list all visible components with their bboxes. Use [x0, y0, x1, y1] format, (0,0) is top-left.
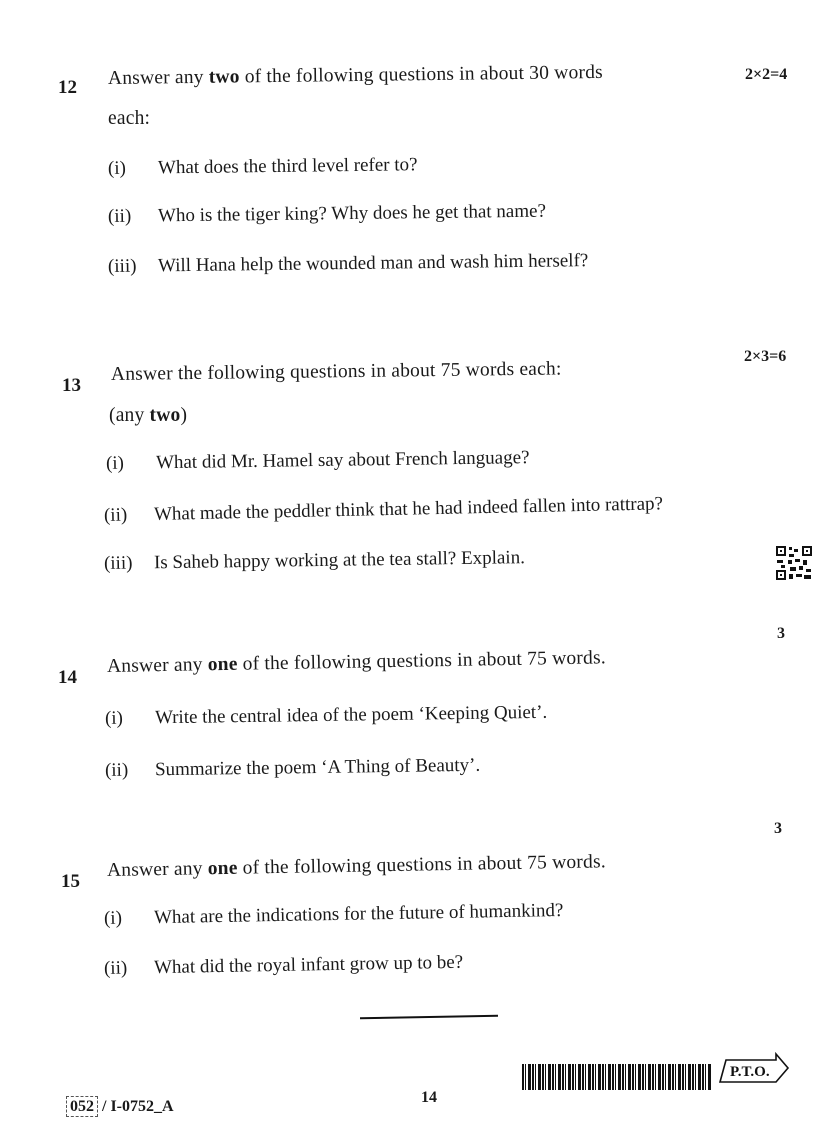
end-divider	[360, 1015, 498, 1019]
sub-question: (i) What are the indications for the future of humankind?	[103, 899, 564, 929]
marks-label: 3	[777, 625, 785, 642]
question-stem-line2: each:	[108, 108, 151, 129]
marks-label: 2×3=6	[744, 348, 787, 365]
sub-question: (ii) What did the royal infant grow up to be?	[103, 951, 464, 979]
question-stem: Answer the following questions in about 75 words each:	[110, 358, 562, 385]
sub-question: (i) What did Mr. Hamel say about French language?	[105, 447, 530, 474]
paper-code-text: / I-0752_A	[98, 1098, 174, 1115]
sub-question: (iii) Is Saheb happy working at the tea stall? Explain.	[103, 547, 526, 574]
sub-question: (ii) What made the peddler think that he had indeed fallen into rattrap?	[103, 493, 664, 526]
sub-question: (i) Write the central idea of the poem ‘Keeping Quiet’.	[104, 701, 548, 729]
qr-code-icon	[775, 545, 813, 581]
question-number: 12	[58, 77, 77, 98]
question-stem: Answer any two of the following questions in about 30 words	[107, 61, 604, 89]
pto-arrow-icon	[718, 1052, 790, 1086]
question-stem: Answer any one of the following questions in about 75 words.	[106, 647, 607, 677]
subject-code-box: 052	[66, 1096, 98, 1117]
marks-label: 2×2=4	[745, 66, 788, 83]
marks-label: 3	[774, 820, 782, 837]
question-number: 14	[58, 667, 77, 688]
sub-question: (iii) Will Hana help the wounded man and wash him herself?	[107, 250, 589, 277]
question-stem-line2: (any two)	[109, 405, 188, 426]
sub-question: (ii) Who is the tiger king? Why does he get that name?	[107, 200, 547, 227]
paper-code	[66, 1098, 174, 1116]
pto-text: P.T.O.	[730, 1064, 770, 1080]
sub-question: (i) What does the third level refer to?	[107, 154, 418, 179]
sub-question: (ii) Summarize the poem ‘A Thing of Beauty’.	[104, 754, 481, 781]
question-number: 15	[61, 871, 80, 892]
pto-label	[718, 1052, 790, 1086]
page-number: 14	[421, 1089, 437, 1106]
barcode-icon	[522, 1064, 712, 1090]
question-stem: Answer any one of the following questions in about 75 words.	[106, 851, 607, 881]
question-number: 13	[62, 375, 81, 396]
